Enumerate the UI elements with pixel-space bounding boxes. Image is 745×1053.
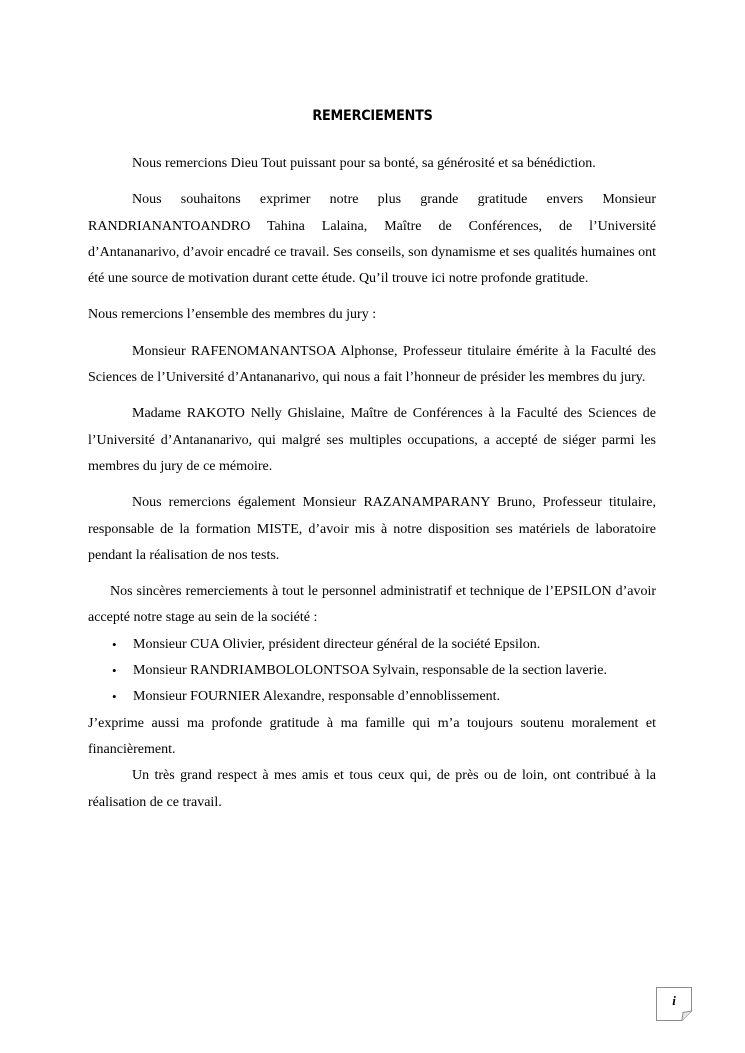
paragraph-jury-president: Monsieur RAFENOMANANTSOA Alphonse, Professeur titulaire émérite à la Faculté des Sciences de l’Université d’Antananarivo, qui nous a fait l’honneur de présider les membres du jury. [88, 343, 656, 386]
paragraph-epsilon: Nos sincères remerciements à tout le personnel administratif et technique de l’EPSILON d’avoir accepté notre stage au sein de la société : [88, 584, 656, 626]
list-item-text: Monsieur RANDRIAMBOLOLONTSOA Sylvain, responsable de la section laverie. [133, 663, 607, 679]
list-item [88, 632, 656, 658]
list-item-text: Monsieur FOURNIER Alexandre, responsable d’ennoblissement. [133, 689, 501, 705]
acknowledgements-body [88, 151, 656, 816]
paragraph-supervisor: Nous souhaitons exprimer notre plus grande gratitude envers Monsieur RANDRIANANTOANDRO Tahina Lalaina, Maître de Conférences, de l’Université d’Antananarivo, d’avoir encadré ce travail. Ses conseils, son dynamisme et ses qualités humaines ont été une source de motivation durant cette étude. Qu’il trouve ici notre profonde gratitude. [88, 192, 656, 287]
page-number-badge [656, 987, 692, 1021]
list-item [88, 684, 656, 710]
page-number: i [672, 993, 676, 1008]
list-item-text: Monsieur CUA Olivier, président directeur général de la société Epsilon. [133, 636, 541, 652]
bullet-icon: • [112, 636, 117, 652]
epsilon-staff-list [88, 632, 656, 711]
paragraph-jury-member: Madame RAKOTO Nelly Ghislaine, Maître de Conférences à la Faculté des Sciences de l’Université d’Antananarivo, qui malgré ses multiples occupations, a accepté de siéger parmi les membres du jury de ce mémoire. [88, 406, 656, 474]
paragraph-thanks-god: Nous remercions Dieu Tout puissant pour sa bonté, sa générosité et sa bénédiction. [132, 156, 596, 171]
list-item [88, 658, 656, 684]
paragraph-miste: Nous remercions également Monsieur RAZANAMPARANY Bruno, Professeur titulaire, responsable de la formation MISTE, d’avoir mis à notre disposition ses matériels de laboratoire pendant la réalisation de nos tests. [88, 495, 656, 563]
paragraph-jury-intro: Nous remercions l’ensemble des membres du jury : [88, 307, 377, 323]
bullet-icon: • [112, 689, 117, 705]
paragraph-family: J’exprime aussi ma profonde gratitude à ma famille qui m’a toujours soutenu moralement et financièrement. [88, 715, 656, 757]
page-title: REMERCIEMENTS [312, 108, 433, 124]
bullet-icon: • [112, 663, 117, 679]
paragraph-friends: Un très grand respect à mes amis et tous ceux qui, de près ou de loin, ont contribué à la réalisation de ce travail. [88, 768, 656, 810]
